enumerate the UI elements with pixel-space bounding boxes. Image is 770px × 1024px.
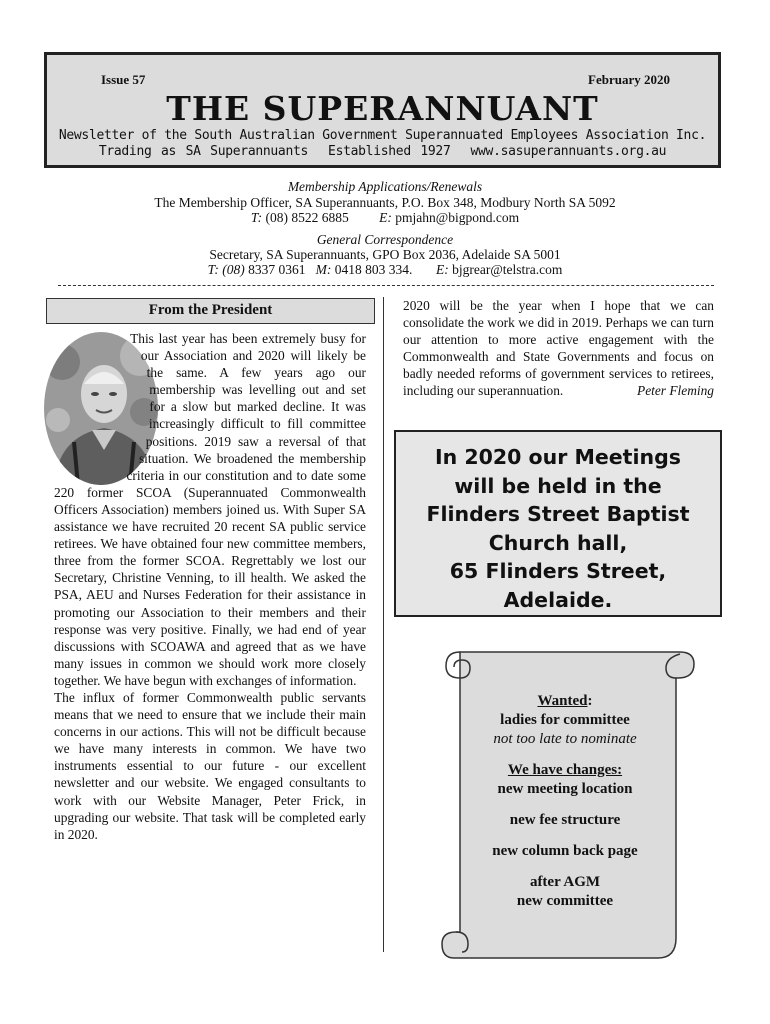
ladies-line: ladies for committee	[500, 712, 630, 728]
trading-line	[47, 144, 718, 159]
after-agm: after AGM	[529, 874, 601, 890]
meetings-line-3: Flinders Street Baptist	[426, 502, 690, 526]
meetings-line-6: Adelaide.	[503, 587, 613, 612]
column-divider	[383, 297, 384, 952]
meetings-notice	[394, 430, 722, 617]
correspondence-heading: General Correspondence	[316, 232, 454, 247]
website-link[interactable]: www.sasuperannuants.org.au	[470, 144, 667, 159]
change-fee: new fee structure	[509, 812, 621, 828]
president-paragraph-1: This last year has been extremely busy for our Association and 2020 will likely be the same. A few years ago our membership was levelling out and set for a slow but marked decline. It was increasingly difficult to fill committee positions. 2019 saw a reversal of that situation. We broadened the membership criteria in our constitution and to date some 220 former SCOA (Superannuated Commonwealth Officers Association) members joined us. With Super SA assistance we have recruited 20 recent SA public service retirees. We have obtained four new committee members, three from the former SCOA. Regrettably we lost our Secretary, Christine Venning, to ill health. We asked the PSA, AEU and Nurses Federation for their assistance in promoting our Association to their members and their response was very positive. Finally, we had end of year discussions with SCOAWA and agreed that as we have many issues in common we should work more closely together. We have begun with exchanges of information.	[54, 331, 366, 688]
newsletter-subtitle: Newsletter of the South Australian Government Superannuated Employees Association Inc.	[58, 128, 707, 143]
membership-contact	[0, 210, 770, 225]
nominate-line: not too late to nominate	[493, 731, 637, 747]
spacer	[455, 749, 675, 761]
president-continued-column	[403, 297, 714, 399]
established-year: Established 1927	[328, 144, 451, 159]
membership-email-label: E:	[379, 210, 392, 225]
spacer	[455, 830, 675, 842]
correspondence-mobile: 0418 803 334.	[334, 262, 413, 277]
meetings-line-1: In 2020 our Meetings	[435, 445, 681, 469]
president-paragraph-2: The influx of former Commonwealth public servants means that we need to ensure that we include their main concerns in our actions. This will not be difficult because we have many interests in common. We have two instruments essential to our future - our excellent newsletter and our website. We engaged consultants to work with our Website Manager, Peter Frick, in upgrading our website. That task will be completed early in 2020.	[54, 689, 366, 842]
correspondence-phone: 8337 0361	[248, 262, 306, 277]
membership-heading: Membership Applications/Renewals	[287, 179, 483, 194]
changes-heading: We have changes:	[507, 762, 623, 778]
president-paragraph-3	[403, 297, 714, 399]
change-column: new column back page	[492, 843, 638, 859]
correspondence-email-label: E:	[435, 262, 449, 277]
dashed-divider	[58, 285, 714, 286]
paragraph-3-text: 2020 will be the year when I hope that we can consolidate the work we did in 2019. Perhaps we can turn our attention to more active engagement with the Commonwealth and State Governments and focus on badly needed reforms of government services to retirees, including our superannuation.	[403, 298, 714, 398]
wanted-heading: Wanted	[537, 693, 588, 709]
issue-date: February 2020	[588, 72, 670, 87]
president-heading: From the President	[46, 298, 375, 324]
correspondence-email[interactable]: bjgrear@telstra.com	[452, 262, 563, 277]
meetings-line-2: will be held in the	[454, 473, 662, 498]
change-location: new meeting location	[497, 781, 633, 797]
new-committee: new committee	[516, 893, 614, 909]
correspondence-address: Secretary, SA Superannuants, GPO Box 2036, Adelaide SA 5001	[209, 247, 561, 262]
president-column	[54, 330, 366, 843]
membership-address: The Membership Officer, SA Superannuants, P.O. Box 348, Modbury North SA 5092	[154, 195, 616, 210]
wanted-colon: :	[587, 693, 593, 709]
meetings-line-5: 65 Flinders Street,	[449, 559, 667, 583]
membership-phone: (08) 8522 6885	[265, 210, 349, 225]
correspondence-phone-label: T: (08)	[207, 262, 245, 277]
masthead	[44, 52, 721, 168]
membership-phone-label: T:	[250, 210, 263, 225]
spacer	[455, 799, 675, 811]
scroll-content	[455, 692, 675, 911]
wanted-line	[455, 692, 675, 711]
correspondence-contact	[0, 262, 770, 277]
spacer	[455, 861, 675, 873]
trading-name: Trading as SA Superannuants	[98, 144, 309, 159]
issue-number: Issue 57	[101, 72, 146, 87]
membership-email[interactable]: pmjahn@bigpond.com	[395, 210, 520, 225]
president-signature: Peter Fleming	[637, 383, 714, 398]
correspondence-mobile-label: M:	[315, 262, 332, 277]
meetings-line-4: Church hall,	[488, 530, 628, 555]
newsletter-title: THE SUPERANNUANT	[166, 89, 599, 128]
